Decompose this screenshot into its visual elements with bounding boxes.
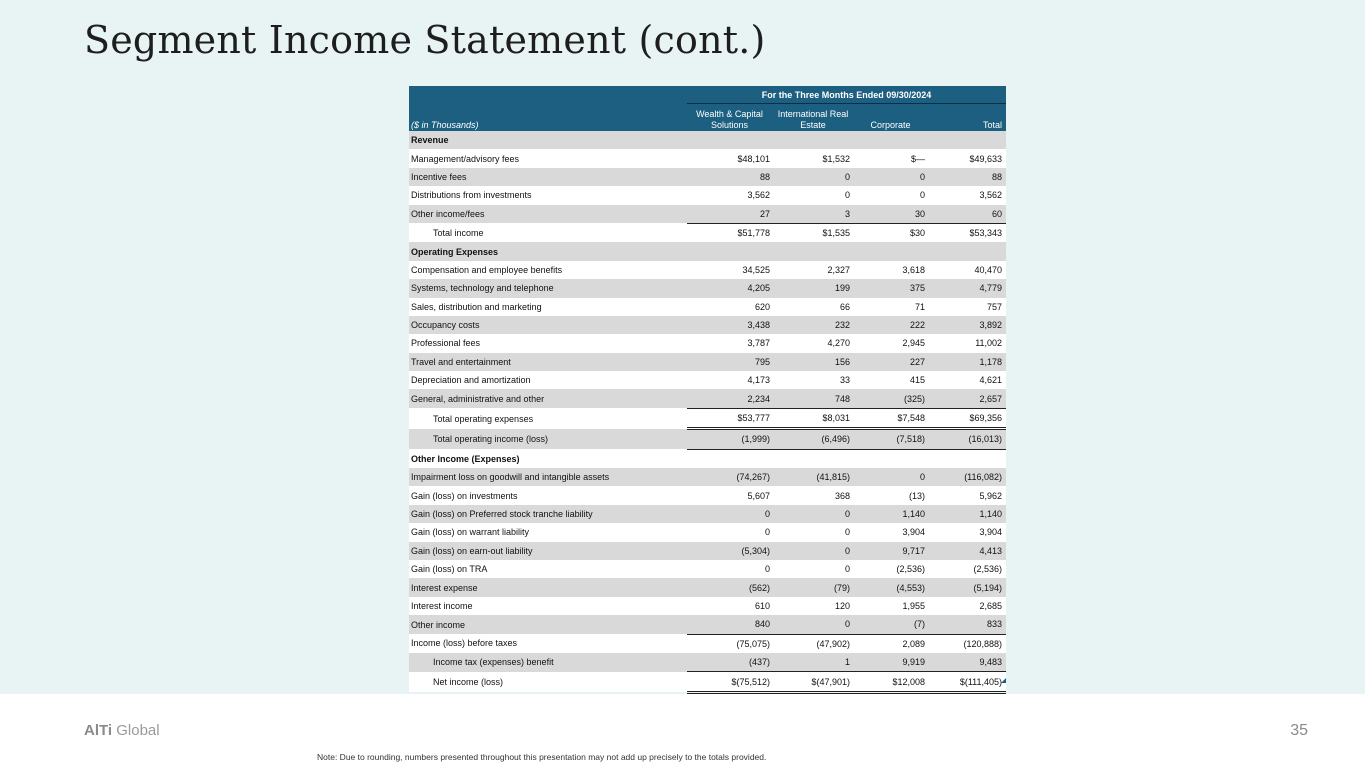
cell-value: 3,562 — [687, 186, 774, 204]
table-row — [409, 486, 1006, 504]
cell-value: (47,902) — [774, 634, 854, 653]
row-label: Other income — [409, 615, 687, 634]
cell-value: 0 — [854, 168, 929, 186]
cell-value: $(47,901) — [774, 672, 854, 692]
cell-value: (74,267) — [687, 468, 774, 486]
cell-value: 375 — [854, 279, 929, 297]
row-label: Total operating income (loss) — [409, 429, 687, 449]
cell-value: 9,919 — [854, 653, 929, 672]
section-label: Other Income (Expenses) — [409, 449, 1006, 468]
cell-value: (7,518) — [854, 429, 929, 449]
table-row — [409, 429, 1006, 449]
row-label: Total operating expenses — [409, 408, 687, 428]
table-corner-marker — [1001, 678, 1006, 683]
row-label: Gain (loss) on investments — [409, 486, 687, 504]
cell-value: (2,536) — [929, 560, 1006, 578]
cell-value: 415 — [854, 371, 929, 389]
table-row — [409, 223, 1006, 242]
cell-value: (4,553) — [854, 578, 929, 596]
cell-value: $53,343 — [929, 223, 1006, 242]
row-label: Interest expense — [409, 578, 687, 596]
cell-value: 11,002 — [929, 334, 1006, 352]
cell-value: $7,548 — [854, 408, 929, 428]
cell-value: $53,777 — [687, 408, 774, 428]
cell-value: 2,234 — [687, 389, 774, 408]
cell-value: (1,999) — [687, 429, 774, 449]
cell-value: 2,089 — [854, 634, 929, 653]
row-label: Total income — [409, 223, 687, 242]
row-label: Occupancy costs — [409, 316, 687, 334]
cell-value: 620 — [687, 298, 774, 316]
cell-value: 4,205 — [687, 279, 774, 297]
cell-value: (562) — [687, 578, 774, 596]
units-label: ($ in Thousands) — [409, 104, 687, 132]
segment-income-table — [409, 86, 1006, 694]
table-row — [409, 560, 1006, 578]
cell-value: $1,535 — [774, 223, 854, 242]
cell-value: 3,787 — [687, 334, 774, 352]
table-row — [409, 653, 1006, 672]
row-label: Compensation and employee benefits — [409, 261, 687, 279]
cell-value: 4,413 — [929, 542, 1006, 560]
cell-value: 1,955 — [854, 597, 929, 615]
cell-value: (325) — [854, 389, 929, 408]
cell-value: 0 — [774, 168, 854, 186]
cell-value: 0 — [774, 615, 854, 634]
cell-value: 27 — [687, 205, 774, 224]
row-label: Distributions from investments — [409, 186, 687, 204]
column-header-corporate: Corporate — [854, 104, 929, 132]
cell-value: 0 — [687, 523, 774, 541]
cell-value: (437) — [687, 653, 774, 672]
cell-value: 4,779 — [929, 279, 1006, 297]
cell-value: 4,270 — [774, 334, 854, 352]
cell-value: 3,438 — [687, 316, 774, 334]
row-label: General, administrative and other — [409, 389, 687, 408]
cell-value: (75,075) — [687, 634, 774, 653]
cell-value: $(111,405) — [929, 672, 1006, 692]
table-row — [409, 542, 1006, 560]
row-label: Systems, technology and telephone — [409, 279, 687, 297]
page-title: Segment Income Statement (cont.) — [84, 18, 766, 62]
table-row — [409, 578, 1006, 596]
cell-value: 3,904 — [854, 523, 929, 541]
cell-value: (6,496) — [774, 429, 854, 449]
cell-value: 5,962 — [929, 486, 1006, 504]
cell-value: (2,536) — [854, 560, 929, 578]
section-label: Revenue — [409, 131, 1006, 149]
cell-value: 757 — [929, 298, 1006, 316]
row-label: Income (loss) before taxes — [409, 634, 687, 653]
table-body — [409, 131, 1006, 692]
cell-value: (79) — [774, 578, 854, 596]
footnote: Note: Due to rounding, numbers presented throughout this presentation may not add up precisely to the totals provided. — [317, 752, 767, 762]
cell-value: 0 — [774, 542, 854, 560]
cell-value: $30 — [854, 223, 929, 242]
cell-value: 66 — [774, 298, 854, 316]
cell-value: 4,621 — [929, 371, 1006, 389]
cell-value: 199 — [774, 279, 854, 297]
cell-value: (16,013) — [929, 429, 1006, 449]
row-label: Gain (loss) on warrant liability — [409, 523, 687, 541]
cell-value: 4,173 — [687, 371, 774, 389]
cell-value: 0 — [774, 523, 854, 541]
cell-value: 748 — [774, 389, 854, 408]
cell-value: 0 — [854, 186, 929, 204]
cell-value: 88 — [929, 168, 1006, 186]
cell-value: 3,892 — [929, 316, 1006, 334]
table-row — [409, 316, 1006, 334]
column-header-international-real-estate: International Real Estate — [774, 104, 854, 132]
cell-value: $49,633 — [929, 149, 1006, 167]
cell-value: $51,778 — [687, 223, 774, 242]
cell-value: 0 — [774, 560, 854, 578]
row-label: Travel and entertainment — [409, 353, 687, 371]
section-header-row — [409, 242, 1006, 260]
table-row — [409, 353, 1006, 371]
cell-value: 3,904 — [929, 523, 1006, 541]
cell-value: (41,815) — [774, 468, 854, 486]
cell-value: 33 — [774, 371, 854, 389]
brand-logo: AlTi Global — [84, 722, 160, 739]
cell-value: 60 — [929, 205, 1006, 224]
cell-value: 1,178 — [929, 353, 1006, 371]
cell-value: 1 — [774, 653, 854, 672]
row-label: Income tax (expenses) benefit — [409, 653, 687, 672]
table-row — [409, 672, 1006, 692]
cell-value: 2,945 — [854, 334, 929, 352]
cell-value: 1,140 — [854, 505, 929, 523]
cell-value: (116,082) — [929, 468, 1006, 486]
section-header-row — [409, 131, 1006, 149]
cell-value: $48,101 — [687, 149, 774, 167]
row-label: Sales, distribution and marketing — [409, 298, 687, 316]
cell-value: (5,194) — [929, 578, 1006, 596]
table-row — [409, 615, 1006, 634]
row-label: Professional fees — [409, 334, 687, 352]
table-header-period-row — [409, 86, 1006, 104]
table-row — [409, 298, 1006, 316]
column-header-wealth-capital-solutions: Wealth & Capital Solutions — [687, 104, 774, 132]
cell-value: (120,888) — [929, 634, 1006, 653]
cell-value: 3,562 — [929, 186, 1006, 204]
table-row — [409, 523, 1006, 541]
table-row — [409, 261, 1006, 279]
cell-value: $(75,512) — [687, 672, 774, 692]
cell-value: 3 — [774, 205, 854, 224]
row-label: Gain (loss) on Preferred stock tranche liability — [409, 505, 687, 523]
cell-value: 1,140 — [929, 505, 1006, 523]
table-row — [409, 408, 1006, 428]
table-row — [409, 468, 1006, 486]
column-header-total: Total — [929, 104, 1006, 132]
cell-value: 156 — [774, 353, 854, 371]
row-label: Depreciation and amortization — [409, 371, 687, 389]
table-row — [409, 168, 1006, 186]
cell-value: (13) — [854, 486, 929, 504]
cell-value: 3,618 — [854, 261, 929, 279]
cell-value: 368 — [774, 486, 854, 504]
cell-value: 232 — [774, 316, 854, 334]
table-row — [409, 186, 1006, 204]
cell-value: 795 — [687, 353, 774, 371]
cell-value: 2,327 — [774, 261, 854, 279]
cell-value: 34,525 — [687, 261, 774, 279]
cell-value: 71 — [854, 298, 929, 316]
cell-value: 9,717 — [854, 542, 929, 560]
row-label: Gain (loss) on TRA — [409, 560, 687, 578]
cell-value: 9,483 — [929, 653, 1006, 672]
table-row — [409, 389, 1006, 408]
table-header-columns-row — [409, 104, 1006, 132]
cell-value: 0 — [854, 468, 929, 486]
cell-value: 0 — [774, 505, 854, 523]
section-header-row — [409, 449, 1006, 468]
cell-value: 227 — [854, 353, 929, 371]
cell-value: 40,470 — [929, 261, 1006, 279]
cell-value: 0 — [774, 186, 854, 204]
table-row — [409, 371, 1006, 389]
row-label: Impairment loss on goodwill and intangible assets — [409, 468, 687, 486]
table-row — [409, 205, 1006, 224]
cell-value: 88 — [687, 168, 774, 186]
cell-value: $1,532 — [774, 149, 854, 167]
table-row — [409, 334, 1006, 352]
table-row — [409, 634, 1006, 653]
table-row — [409, 149, 1006, 167]
row-label: Interest income — [409, 597, 687, 615]
period-header: For the Three Months Ended 09/30/2024 — [687, 86, 1006, 104]
table-row — [409, 279, 1006, 297]
row-label: Management/advisory fees — [409, 149, 687, 167]
cell-value: 0 — [687, 505, 774, 523]
cell-value: 840 — [687, 615, 774, 634]
page-number: 35 — [1290, 722, 1308, 739]
row-label: Net income (loss) — [409, 672, 687, 692]
cell-value: $— — [854, 149, 929, 167]
row-label: Incentive fees — [409, 168, 687, 186]
cell-value: 833 — [929, 615, 1006, 634]
table-row — [409, 505, 1006, 523]
row-label: Other income/fees — [409, 205, 687, 224]
cell-value: 120 — [774, 597, 854, 615]
cell-value: (5,304) — [687, 542, 774, 560]
row-label: Gain (loss) on earn-out liability — [409, 542, 687, 560]
cell-value: (7) — [854, 615, 929, 634]
cell-value: 5,607 — [687, 486, 774, 504]
cell-value: 2,685 — [929, 597, 1006, 615]
cell-value: 0 — [687, 560, 774, 578]
cell-value: $69,356 — [929, 408, 1006, 428]
cell-value: 2,657 — [929, 389, 1006, 408]
table-row — [409, 597, 1006, 615]
section-label: Operating Expenses — [409, 242, 1006, 260]
cell-value: 222 — [854, 316, 929, 334]
cell-value: $12,008 — [854, 672, 929, 692]
cell-value: $8,031 — [774, 408, 854, 428]
cell-value: 610 — [687, 597, 774, 615]
cell-value: 30 — [854, 205, 929, 224]
